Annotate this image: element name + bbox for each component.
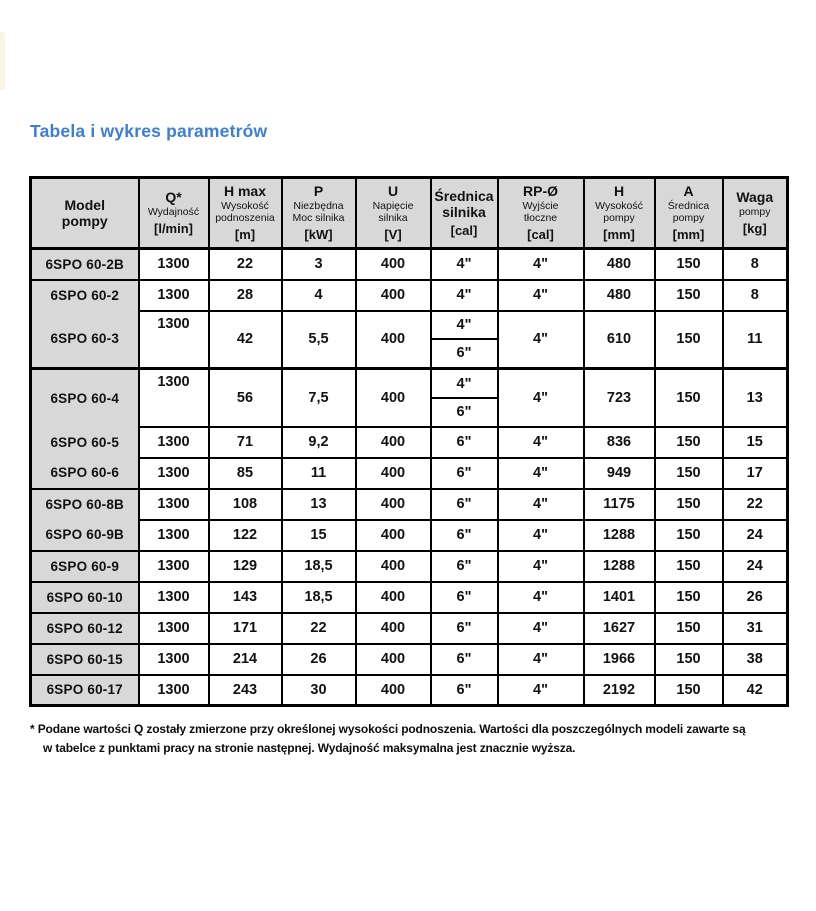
voltage-cell: 400 [356, 311, 431, 369]
column-desc: tłoczne [523, 212, 558, 225]
table-row [31, 675, 788, 706]
hmax-cell: 171 [209, 613, 282, 644]
column-header-outlet [498, 178, 584, 249]
footnote [30, 720, 816, 757]
q-cell: 1300 [139, 582, 209, 613]
power-cell: 30 [282, 675, 356, 706]
pump-parameters-table [29, 176, 789, 707]
column-header-power [282, 178, 356, 249]
pump-height-cell: 1288 [584, 551, 655, 582]
motor-diameter-split-cell [431, 311, 498, 369]
motor-diameter-top-value: 4" [432, 312, 497, 340]
motor-diameter-cell: 6" [431, 582, 498, 613]
table-row [31, 582, 788, 613]
power-cell: 7,5 [282, 369, 356, 427]
column-header-weight [723, 178, 788, 249]
column-desc: Średnica [667, 199, 710, 212]
hmax-cell: 214 [209, 644, 282, 675]
column-desc: podnoszenia [215, 212, 275, 225]
voltage-cell: 400 [356, 551, 431, 582]
column-desc: Napięcie [372, 199, 414, 212]
column-unit: [kW] [304, 227, 333, 243]
pump-height-cell: 836 [584, 427, 655, 458]
table-row [31, 427, 788, 458]
column-desc: pompy [672, 212, 705, 225]
voltage-cell: 400 [356, 613, 431, 644]
motor-diameter-cell: 6" [431, 427, 498, 458]
column-symbol: H [613, 183, 625, 199]
column-header-q [139, 178, 209, 249]
motor-diameter-cell: 6" [431, 520, 498, 551]
weight-cell: 8 [723, 280, 788, 311]
outlet-cell: 4" [498, 427, 584, 458]
model-cell: 6SPO 60-9 [31, 551, 139, 582]
power-cell: 11 [282, 458, 356, 489]
column-header-pump-diameter [655, 178, 723, 249]
table-row [31, 489, 788, 520]
weight-cell: 15 [723, 427, 788, 458]
column-symbol: Średnica [434, 187, 494, 204]
column-desc: silnika [378, 212, 408, 225]
pump-height-cell: 480 [584, 280, 655, 311]
q-cell: 1300 [139, 644, 209, 675]
motor-diameter-cell: 4" [431, 249, 498, 280]
q-cell: 1300 [139, 458, 209, 489]
column-unit: [V] [384, 227, 402, 243]
motor-diameter-bottom-value: 6" [456, 345, 472, 362]
column-unit: [kg] [742, 220, 767, 236]
motor-diameter-cell: 6" [431, 675, 498, 706]
pump-diameter-cell: 150 [655, 249, 723, 280]
pump-height-cell: 1627 [584, 613, 655, 644]
weight-cell: 42 [723, 675, 788, 706]
outlet-cell: 4" [498, 520, 584, 551]
column-desc: pompy [603, 212, 635, 225]
hmax-cell: 243 [209, 675, 282, 706]
power-cell: 18,5 [282, 551, 356, 582]
pump-diameter-cell: 150 [655, 644, 723, 675]
motor-diameter-bottom-value: 6" [456, 403, 472, 420]
table-row [31, 280, 788, 311]
column-header-pump-height [584, 178, 655, 249]
column-unit: [l/min] [154, 220, 193, 236]
motor-diameter-cell: 6" [431, 613, 498, 644]
model-cell: 6SPO 60-8B [31, 489, 139, 520]
weight-cell: 22 [723, 489, 788, 520]
pump-diameter-cell: 150 [655, 582, 723, 613]
model-cell: 6SPO 60-3 [31, 311, 139, 369]
motor-diameter-cell: 6" [431, 458, 498, 489]
column-symbol: Model [64, 196, 105, 213]
weight-cell: 38 [723, 644, 788, 675]
logo-fragment [0, 32, 5, 90]
q-cell: 1300 [139, 675, 209, 706]
outlet-cell: 4" [498, 489, 584, 520]
weight-cell: 17 [723, 458, 788, 489]
table-row [31, 644, 788, 675]
footnote-line-2: w tabelce z punktami pracy na stronie następnej. Wydajność maksymalna jest znacznie wyższa. [43, 740, 576, 755]
pump-height-cell: 2192 [584, 675, 655, 706]
voltage-cell: 400 [356, 644, 431, 675]
table-row [31, 551, 788, 582]
column-desc: Wysokość [595, 199, 643, 212]
model-cell: 6SPO 60-6 [31, 458, 139, 489]
power-cell: 3 [282, 249, 356, 280]
pump-height-cell: 949 [584, 458, 655, 489]
power-cell: 18,5 [282, 582, 356, 613]
q-cell: 1300 [139, 280, 209, 311]
power-cell: 13 [282, 489, 356, 520]
outlet-cell: 4" [498, 458, 584, 489]
motor-diameter-split-cell [431, 369, 498, 427]
column-header-voltage [356, 178, 431, 249]
model-cell: 6SPO 60-15 [31, 644, 139, 675]
motor-diameter-top-value: 4" [432, 371, 497, 399]
pump-diameter-cell: 150 [655, 369, 723, 427]
hmax-cell: 28 [209, 280, 282, 311]
column-symbol: RP-Ø [523, 183, 558, 199]
motor-diameter-cell: 6" [431, 489, 498, 520]
voltage-cell: 400 [356, 582, 431, 613]
q-cell: 1300 [139, 369, 209, 427]
hmax-cell: 56 [209, 369, 282, 427]
hmax-cell: 108 [209, 489, 282, 520]
q-cell: 1300 [139, 520, 209, 551]
voltage-cell: 400 [356, 489, 431, 520]
power-cell: 4 [282, 280, 356, 311]
pump-diameter-cell: 150 [655, 613, 723, 644]
model-cell: 6SPO 60-17 [31, 675, 139, 706]
outlet-cell: 4" [498, 311, 584, 369]
pump-diameter-cell: 150 [655, 458, 723, 489]
column-desc: Niezbędna [293, 199, 344, 212]
pump-height-cell: 610 [584, 311, 655, 369]
weight-cell: 13 [723, 369, 788, 427]
column-symbol: U [387, 183, 399, 199]
footnote-line-1: * Podane wartości Q zostały zmierzone przy określonej wysokości podnoszenia. Wartości dla poszczególnych modeli zawarte są [30, 722, 746, 736]
motor-diameter-cell: 6" [431, 551, 498, 582]
weight-cell: 31 [723, 613, 788, 644]
power-cell: 26 [282, 644, 356, 675]
pump-height-cell: 1401 [584, 582, 655, 613]
table-row [31, 520, 788, 551]
pump-diameter-cell: 150 [655, 489, 723, 520]
pump-diameter-cell: 150 [655, 520, 723, 551]
outlet-cell: 4" [498, 675, 584, 706]
pump-diameter-cell: 150 [655, 280, 723, 311]
column-header-hmax [209, 178, 282, 249]
page-title: Tabela i wykres parametrów [30, 121, 268, 141]
model-cell: 6SPO 60-9B [31, 520, 139, 551]
column-unit: [cal] [450, 222, 478, 238]
column-symbol: Q* [165, 189, 182, 206]
model-cell: 6SPO 60-2B [31, 249, 139, 280]
weight-cell: 8 [723, 249, 788, 280]
model-cell: 6SPO 60-5 [31, 427, 139, 458]
weight-cell: 24 [723, 551, 788, 582]
column-unit: [mm] [672, 227, 705, 243]
outlet-cell: 4" [498, 613, 584, 644]
outlet-cell: 4" [498, 644, 584, 675]
q-cell: 1300 [139, 551, 209, 582]
pump-diameter-cell: 150 [655, 427, 723, 458]
column-symbol: silnika [442, 204, 486, 221]
column-desc: Wydajność [147, 205, 200, 218]
q-cell: 1300 [139, 311, 209, 369]
voltage-cell: 400 [356, 458, 431, 489]
column-desc: Wyjście [522, 199, 559, 212]
voltage-cell: 400 [356, 520, 431, 551]
column-unit: [mm] [603, 227, 635, 243]
outlet-cell: 4" [498, 249, 584, 280]
voltage-cell: 400 [356, 249, 431, 280]
weight-cell: 11 [723, 311, 788, 369]
hmax-cell: 71 [209, 427, 282, 458]
column-unit: [cal] [527, 227, 554, 243]
power-cell: 15 [282, 520, 356, 551]
outlet-cell: 4" [498, 551, 584, 582]
table-row [31, 311, 788, 369]
column-symbol: pompy [61, 213, 108, 230]
column-header-motor-diameter [431, 178, 498, 249]
hmax-cell: 85 [209, 458, 282, 489]
voltage-cell: 400 [356, 427, 431, 458]
table-row [31, 613, 788, 644]
q-cell: 1300 [139, 249, 209, 280]
voltage-cell: 400 [356, 280, 431, 311]
pump-height-cell: 1288 [584, 520, 655, 551]
model-cell: 6SPO 60-12 [31, 613, 139, 644]
outlet-cell: 4" [498, 369, 584, 427]
voltage-cell: 400 [356, 369, 431, 427]
column-symbol: A [683, 183, 694, 199]
hmax-cell: 122 [209, 520, 282, 551]
hmax-cell: 129 [209, 551, 282, 582]
outlet-cell: 4" [498, 280, 584, 311]
pump-height-cell: 1966 [584, 644, 655, 675]
table-row [31, 458, 788, 489]
column-header-model [31, 178, 139, 249]
power-cell: 9,2 [282, 427, 356, 458]
q-cell: 1300 [139, 489, 209, 520]
column-desc: Wysokość [221, 199, 269, 212]
column-unit: [m] [234, 227, 256, 243]
column-symbol: Waga [736, 189, 774, 206]
motor-diameter-cell: 4" [431, 280, 498, 311]
column-desc: Moc silnika [292, 212, 345, 225]
power-cell: 22 [282, 613, 356, 644]
model-cell: 6SPO 60-10 [31, 582, 139, 613]
outlet-cell: 4" [498, 582, 584, 613]
table-row [31, 249, 788, 280]
hmax-cell: 22 [209, 249, 282, 280]
pump-diameter-cell: 150 [655, 311, 723, 369]
model-cell: 6SPO 60-4 [31, 369, 139, 427]
power-cell: 5,5 [282, 311, 356, 369]
pump-diameter-cell: 150 [655, 675, 723, 706]
header-row [31, 178, 788, 249]
weight-cell: 26 [723, 582, 788, 613]
pump-height-cell: 1175 [584, 489, 655, 520]
hmax-cell: 143 [209, 582, 282, 613]
column-symbol: P [313, 183, 324, 199]
pump-height-cell: 480 [584, 249, 655, 280]
pump-diameter-cell: 150 [655, 551, 723, 582]
q-cell: 1300 [139, 613, 209, 644]
column-symbol: H max [223, 183, 267, 199]
column-desc: pompy [738, 205, 771, 218]
motor-diameter-cell: 6" [431, 644, 498, 675]
table-row [31, 369, 788, 427]
model-cell: 6SPO 60-2 [31, 280, 139, 311]
pump-height-cell: 723 [584, 369, 655, 427]
q-cell: 1300 [139, 427, 209, 458]
voltage-cell: 400 [356, 675, 431, 706]
weight-cell: 24 [723, 520, 788, 551]
hmax-cell: 42 [209, 311, 282, 369]
